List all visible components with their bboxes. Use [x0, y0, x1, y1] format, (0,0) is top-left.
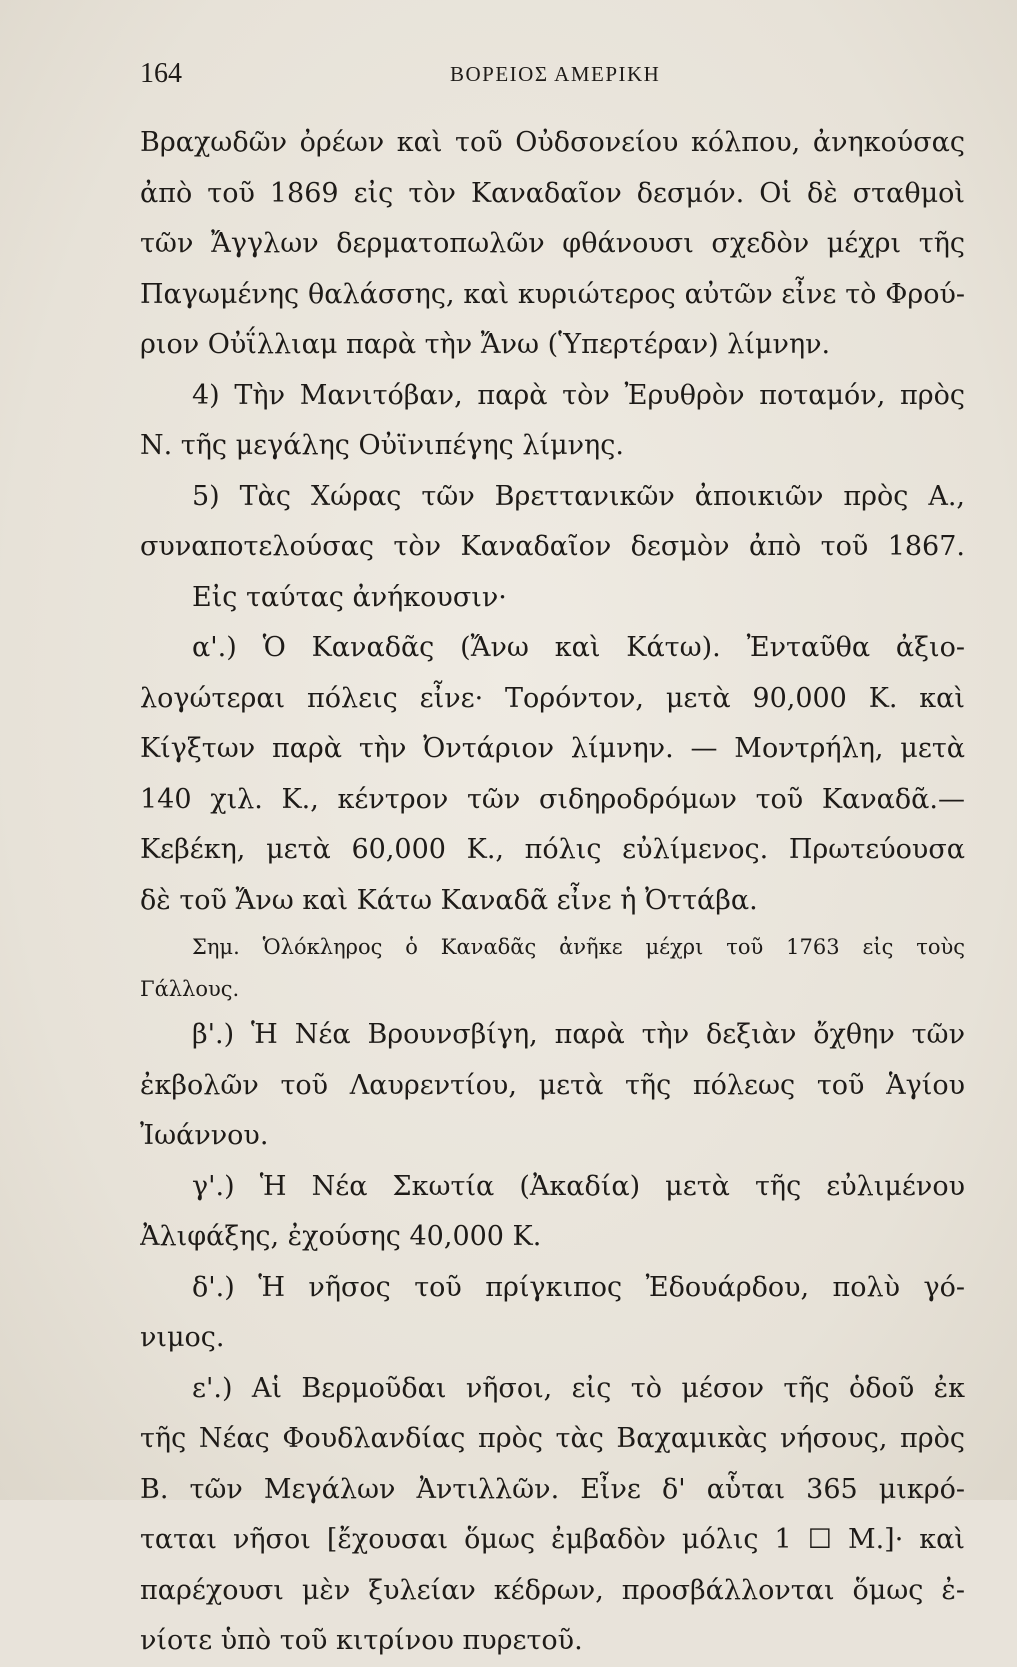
text-line: Ἀλιφάξης, ἐχούσης 40,000 Κ.: [140, 1221, 542, 1252]
text-line: 4) Τὴν Μανιτόβαν, παρὰ τὸν Ἐρυθρὸν ποταμόν, πρὸς: [192, 379, 965, 411]
footnote-line: Σημ. Ὁλόκληρος ὁ Καναδᾶς ἀνῆκε μέχρι τοῦ 1763 εἰς τοὺς: [192, 935, 965, 959]
text-line: τῶν Ἄγγλων δερματοπωλῶν φθάνουσι σχεδὸν μέχρι τῆς: [140, 228, 965, 259]
text-line: νιμος.: [140, 1322, 225, 1353]
footnote-line: Γάλλους.: [140, 977, 240, 1001]
text-line: α'.) Ὁ Καναδᾶς (Ἄνω καὶ Κάτω). Ἐνταῦθα ἀξιο-: [192, 632, 965, 663]
text-line: ἀπὸ τοῦ 1869 εἰς τὸν Καναδαῖον δεσμόν. Οἱ δὲ σταθμοὶ: [140, 177, 965, 209]
text-line: δ'.) Ἡ νῆσος τοῦ πρίγκιπος Ἐδουάρδου, πολὺ γό-: [192, 1271, 965, 1303]
body-text: [140, 118, 965, 1667]
text-line: δὲ τοῦ Ἄνω καὶ Κάτω Καναδᾶ εἶνε ἡ Ὀττάβα.: [140, 884, 758, 916]
text-line: Εἰς ταύτας ἀνήκουσιν·: [192, 581, 507, 613]
page-number: 164: [140, 58, 182, 89]
text-line: ε'.) Αἱ Βερμοῦδαι νῆσοι, εἰς τὸ μέσον τῆς ὁδοῦ ἐκ: [192, 1372, 965, 1404]
page-header: [140, 58, 970, 94]
text-line: Βραχωδῶν ὀρέων καὶ τοῦ Οὐδσονείου κόλπου, ἀνηκούσας: [140, 127, 965, 158]
text-line: ριον Οὐΐλλιαμ παρὰ τὴν Ἄνω (Ὑπερτέραν) λίμνην.: [140, 329, 831, 360]
text-line: β'.) Ἡ Νέα Βρουνσβίγη, παρὰ τὴν δεξιὰν ὄχθην τῶν: [192, 1019, 965, 1050]
text-line: νίοτε ὑπὸ τοῦ κιτρίνου πυρετοῦ.: [140, 1625, 583, 1656]
text-line: τῆς Νέας Φουδλανδίας πρὸς τὰς Βαχαμικὰς νήσους, πρὸς: [140, 1423, 965, 1454]
text-line: Κίγξτων παρὰ τὴν Ὀντάριον λίμνην. — Μοντρήλη, μετὰ: [140, 733, 965, 764]
text-line: Β. τῶν Μεγάλων Ἀντιλλῶν. Εἶνε δ' αὗται 365 μικρό-: [140, 1473, 965, 1505]
running-title: ΒΟΡΕΙΟΣ ΑΜΕΡΙΚΗ: [450, 62, 661, 86]
text-line: Ἰωάννου.: [140, 1120, 269, 1151]
text-line: 140 χιλ. Κ., κέντρον τῶν σιδηροδρόμων τοῦ Καναδᾶ.—: [140, 783, 965, 815]
text-line: γ'.) Ἡ Νέα Σκωτία (Ἀκαδία) μετὰ τῆς εὐλιμένου: [192, 1170, 965, 1202]
text-line: ἐκβολῶν τοῦ Λαυρεντίου, μετὰ τῆς πόλεως τοῦ Ἁγίου: [140, 1069, 965, 1101]
text-line: ταται νῆσοι [ἔχουσαι ὅμως ἐμβαδὸν μόλις 1 ☐ Μ.]· καὶ: [140, 1524, 965, 1555]
text-line: 5) Τὰς Χώρας τῶν Βρεττανικῶν ἀποικιῶν πρὸς Α.,: [192, 480, 965, 512]
text-line: παρέχουσι μὲν ξυλείαν κέδρων, προσβάλλονται ὅμως ἐ-: [140, 1574, 965, 1606]
text-line: λογώτεραι πόλεις εἶνε· Τορόντον, μετὰ 90,000 Κ. καὶ: [140, 682, 965, 714]
text-line: Παγωμένης θαλάσσης, καὶ κυριώτερος αὐτῶν εἶνε τὸ Φρού-: [140, 278, 965, 310]
text-line: συναποτελούσας τὸν Καναδαῖον δεσμὸν ἀπὸ τοῦ 1867.: [140, 531, 965, 562]
text-line: Ν. τῆς μεγάλης Οὐϊνιπέγης λίμνης.: [140, 430, 624, 461]
text-line: Κεβέκη, μετὰ 60,000 Κ., πόλις εὐλίμενος. Πρωτεύουσα: [140, 834, 965, 865]
